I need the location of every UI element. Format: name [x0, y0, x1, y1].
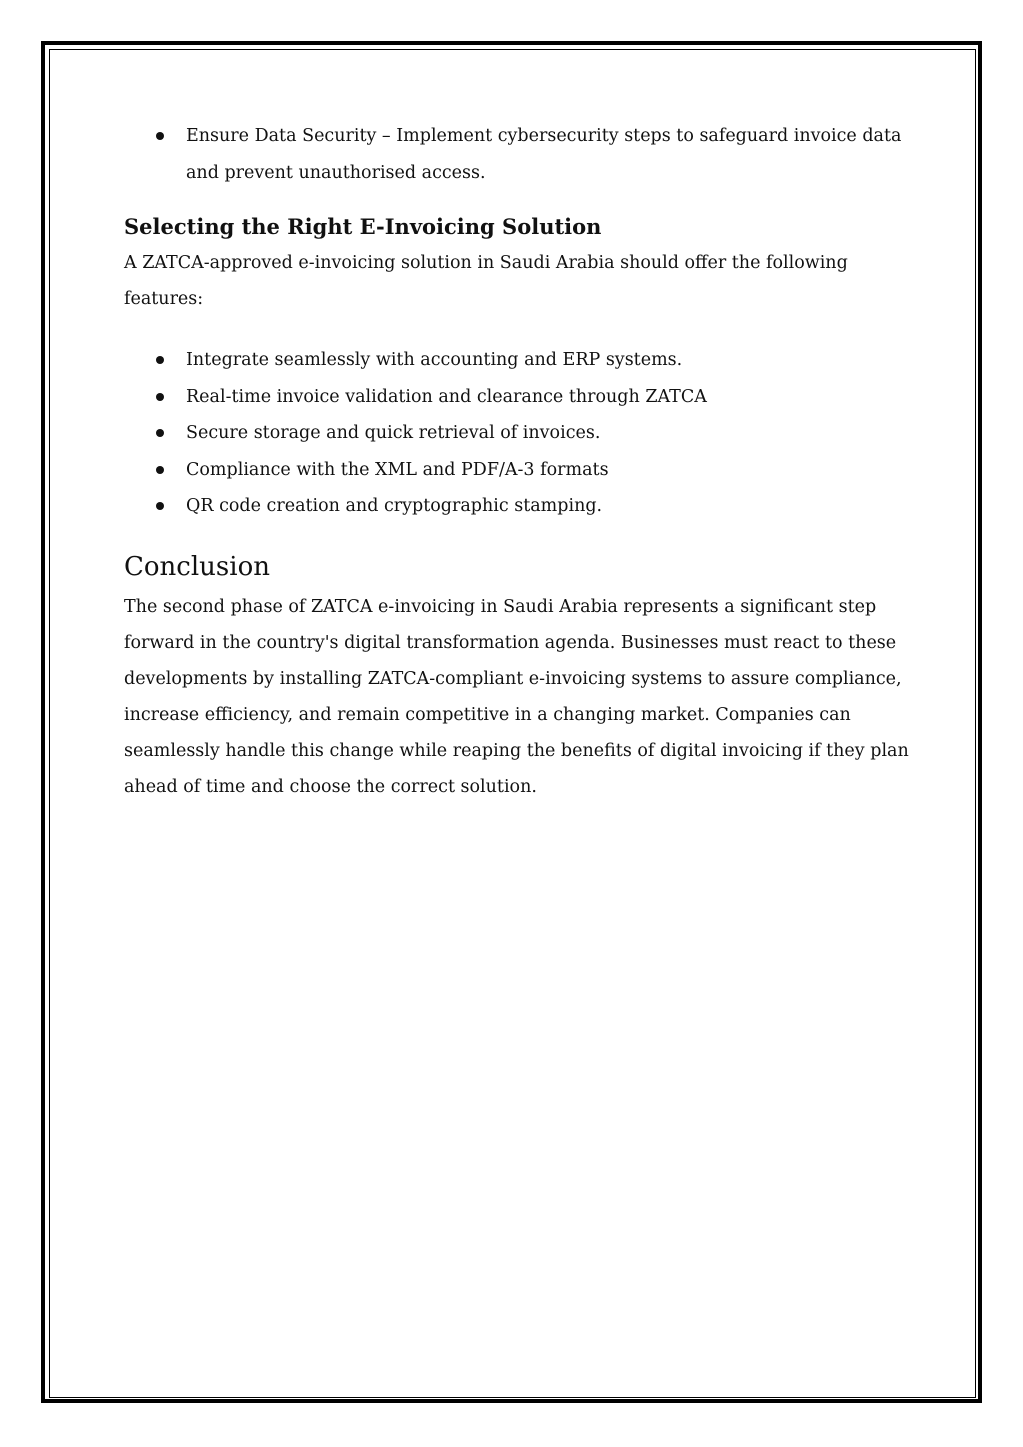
bullet-icon — [156, 132, 164, 140]
security-bullet-list — [124, 118, 914, 191]
features-list — [124, 342, 914, 525]
conclusion-heading: Conclusion — [124, 551, 270, 582]
list-item-text: Ensure Data Security – Implement cybersecurity steps to safeguard invoice data and prevent unauthorised access. — [186, 126, 902, 183]
conclusion-paragraph: The second phase of ZATCA e-invoicing in Saudi Arabia represents a significant step forward in the country's digital transformation agenda. Businesses must react to these developments by installing ZATCA-compliant e-invoicing systems to assure compliance, increase efficiency, and remain competitive in a changing market. Companies can seamlessly handle this change while reaping the benefits of digital invoicing if they plan ahead of time and choose the correct solution. — [124, 596, 909, 797]
list-item — [124, 415, 914, 452]
list-item — [124, 452, 914, 489]
list-item — [124, 342, 914, 379]
list-item-text: Real-time invoice validation and clearance through ZATCA — [186, 386, 707, 407]
list-item-text: Integrate seamlessly with accounting and ERP systems. — [186, 350, 683, 370]
list-item-text: Compliance with the XML and PDF/A-3 formats — [186, 459, 609, 480]
list-item — [124, 488, 914, 525]
bullet-icon — [156, 356, 164, 364]
section-intro: A ZATCA-approved e-invoicing solution in Saudi Arabia should offer the following features: — [124, 253, 848, 309]
bullet-icon — [156, 393, 164, 401]
bullet-icon — [156, 466, 164, 474]
bullet-icon — [156, 502, 164, 510]
list-item-text: QR code creation and cryptographic stamping. — [186, 496, 603, 516]
list-item — [124, 379, 914, 416]
section-heading: Selecting the Right E-Invoicing Solution — [124, 214, 602, 239]
document-content — [124, 118, 914, 805]
list-item-text: Secure storage and quick retrieval of invoices. — [186, 423, 601, 443]
list-item — [124, 118, 914, 191]
bullet-icon — [156, 429, 164, 437]
